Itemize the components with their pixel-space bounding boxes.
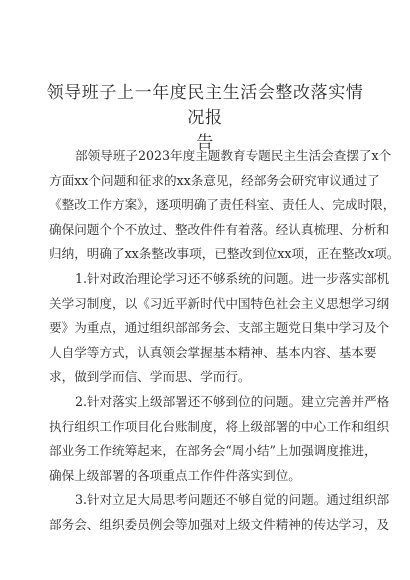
text-line: 部务会、组织委员例会等加强对上级文件精神的传达学习，及	[49, 516, 390, 532]
text-line: 人自学等方式，认真领会掌握基本精神、基本内容、基本要	[49, 344, 377, 360]
text-line: 求，做到学而信、学而思、学而行。	[49, 369, 251, 385]
text-line: 确保上级部署的各项重点工作件件落实到位。	[49, 467, 301, 483]
text-line: 部领导班子2023年度主题教育专题民主生活会查摆了x个	[75, 148, 392, 163]
text-line: 归纳，明确了xx条整改事项，已整改到位xx项，正在整改x项。	[49, 246, 400, 262]
title-line: 领导班子上一年度民主生活会整改落实情况报	[46, 83, 364, 128]
title-line: 告	[196, 133, 214, 153]
text-line: 要》为重点，通过组织部部务会、支部主题党日集中学习及个	[49, 320, 390, 336]
text-line: 确保问题个个不放过、整改件件有着落。经认真梳理、分析和	[49, 221, 390, 237]
document-body	[49, 144, 400, 538]
text-line: 执行组织工作项目化台账制度，将上级部署的中心工作和组织	[49, 418, 390, 434]
paragraph-item-1	[49, 267, 390, 390]
text-line: 1.针对政治理论学习还不够系统的问题。进一步落实部机	[75, 270, 390, 286]
text-line: 关学习制度，以《习近平新时代中国特色社会主义思想学习纲	[49, 295, 390, 311]
text-line: 《整改工作方案》，逐项明确了责任科室、责任人、完成时限，	[49, 197, 396, 213]
paragraph-item-3	[49, 488, 390, 537]
text-line: 部业务工作统筹起来，在部务会“周小结”上加强调度推进，	[49, 443, 377, 459]
paragraph-item-2	[49, 390, 390, 488]
text-line: 2.针对落实上级部署还不够到位的问题。建立完善并严格	[75, 393, 390, 409]
paragraph-intro	[49, 144, 400, 267]
text-line: 3.针对立足大局思考问题还不够自觉的问题。通过组织部	[75, 492, 390, 508]
text-line: 方面xx个问题和征求的xx条意见，经部务会研究审议通过了	[49, 172, 380, 188]
